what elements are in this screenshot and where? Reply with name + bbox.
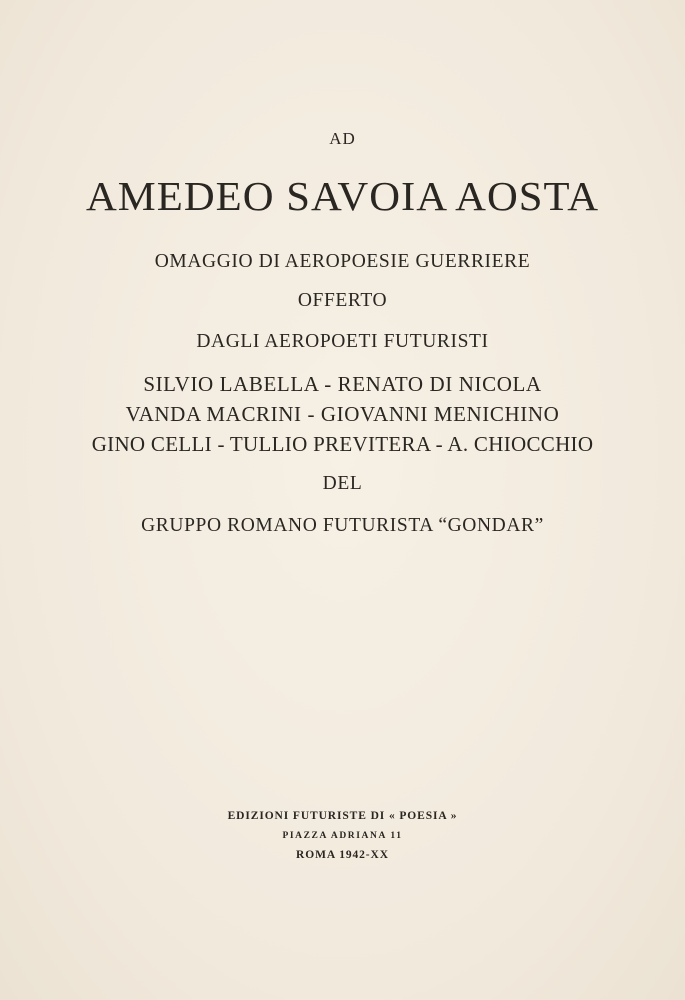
dedication-word: AD — [329, 129, 356, 148]
city-year-line: ROMA 1942-XX — [296, 849, 389, 861]
group-name-line: GRUPPO ROMANO FUTURISTA “GONDAR” — [141, 515, 544, 536]
dedicatee-name: AMEDEO SAVOIA AOSTA — [85, 173, 600, 219]
address-line: PIAZZA ADRIANA 11 — [282, 831, 403, 841]
authors-intro-line: DAGLI AEROPOETI FUTURISTI — [196, 331, 489, 352]
poets-line-3: GINO CELLI - TULLIO PREVITERA - A. CHIOCCHIO — [91, 432, 594, 456]
offered-line: OFFERTO — [297, 290, 388, 311]
tribute-line: OMAGGIO DI AEROPOESIE GUERRIERE — [154, 251, 531, 272]
poets-line-1: SILVIO LABELLA - RENATO DI NICOLA — [143, 372, 542, 396]
del-line: DEL — [322, 473, 363, 494]
poets-line-2: VANDA MACRINI - GIOVANNI MENICHINO — [125, 402, 560, 426]
publisher-line: EDIZIONI FUTURISTE DI « POESIA » — [227, 810, 458, 822]
